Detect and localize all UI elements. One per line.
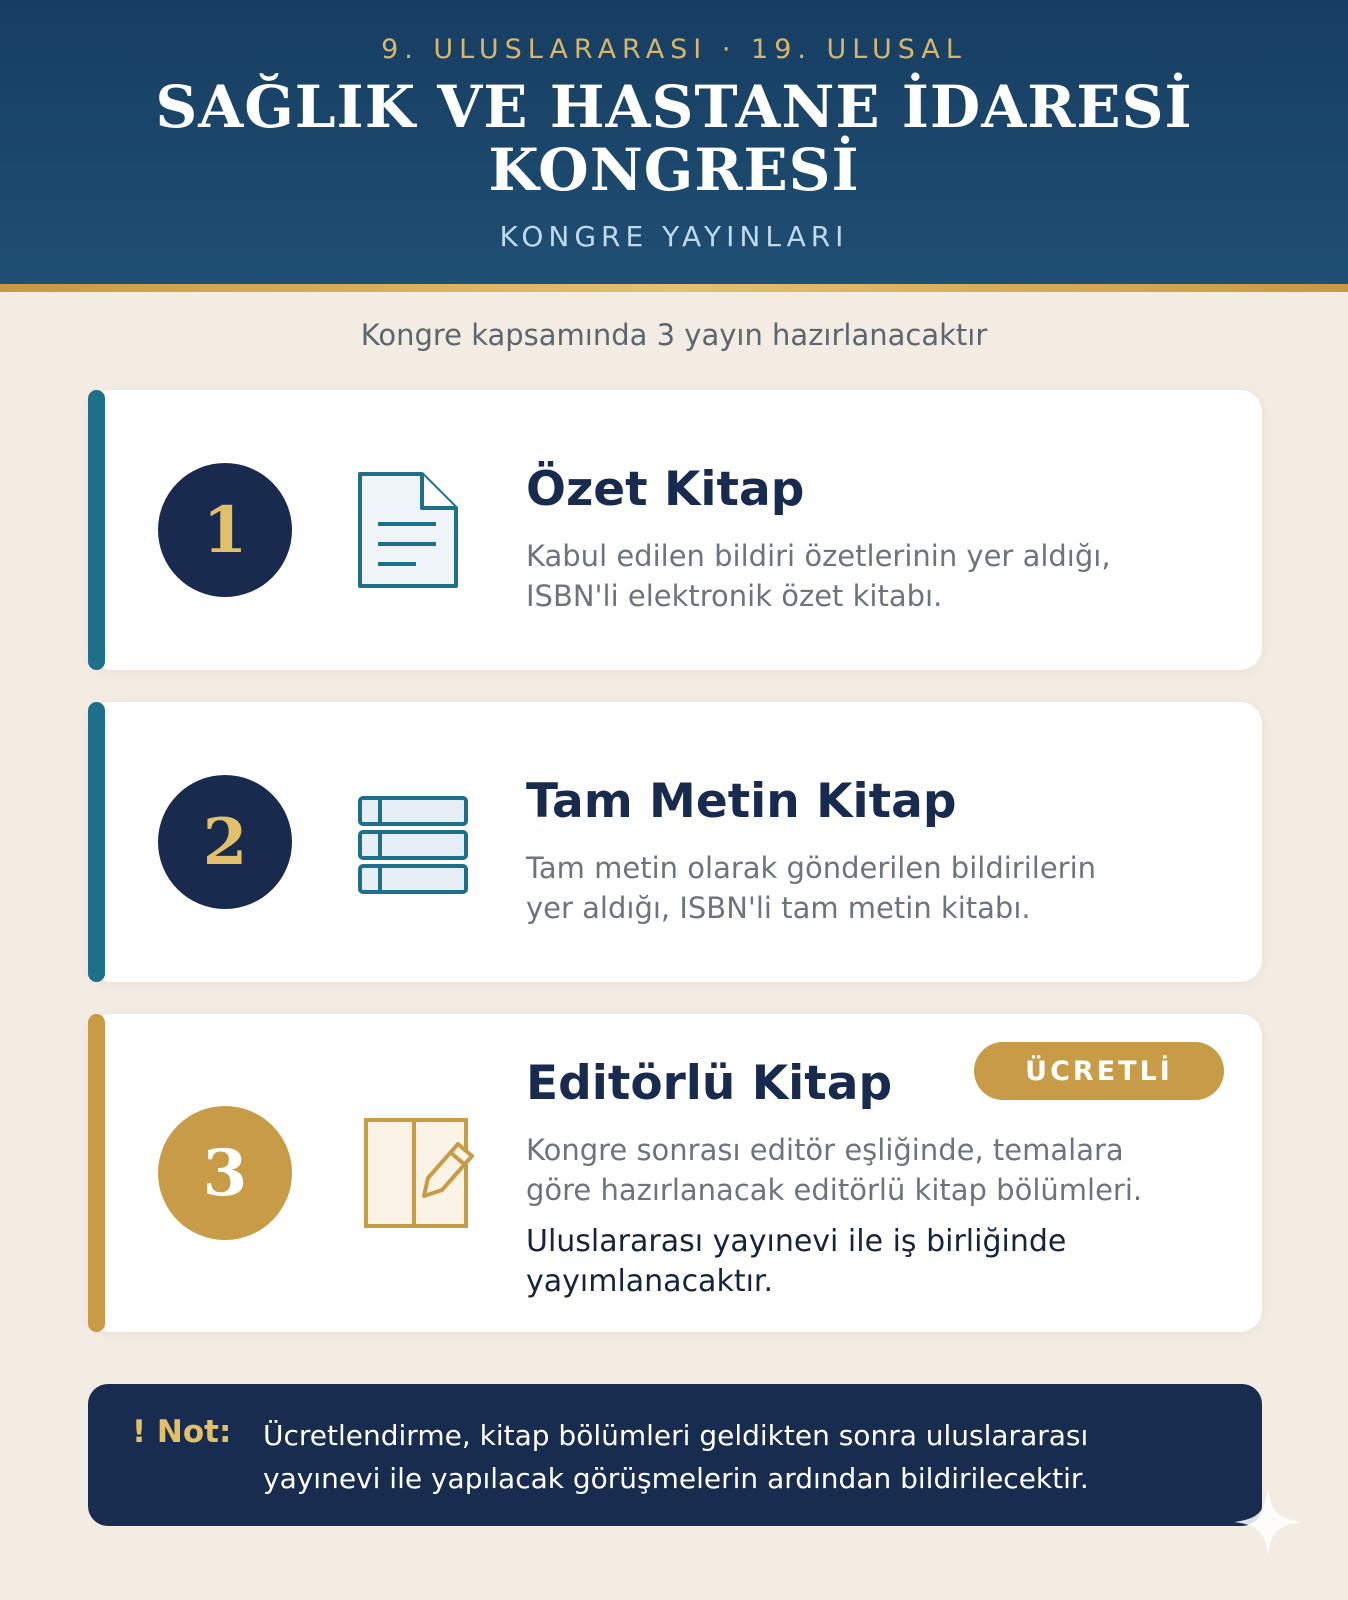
- card-description-line: ISBN'li elektronik özet kitabı.: [526, 579, 943, 613]
- congress-title: [0, 73, 1348, 204]
- sparkle-icon: [1232, 1486, 1304, 1562]
- note-text-line: yayınevi ile yapılacak görüşmelerin ardından bildirilecektir.: [263, 1462, 1089, 1495]
- card-number-badge: 3: [158, 1106, 292, 1240]
- congress-title-line2: KONGRESİ: [488, 136, 860, 204]
- publisher-note-line: yayımlanacaktır.: [526, 1264, 774, 1299]
- publication-card-editorlu-kitap: [88, 1014, 1262, 1332]
- edit-book-icon: [362, 1116, 480, 1236]
- publication-card-ozet-kitap: [88, 390, 1262, 670]
- card-description-line: Kabul edilen bildiri özetlerinin yer aldığı,: [526, 539, 1111, 573]
- congress-title-line1: SAĞLIK VE HASTANE İDARESİ: [155, 73, 1193, 141]
- card-description-line: Kongre sonrası editör eşliğinde, temalara: [526, 1133, 1124, 1167]
- header-banner: [0, 0, 1348, 284]
- card-title: Editörlü Kitap: [526, 1056, 893, 1111]
- note-text-line: Ücretlendirme, kitap bölümleri geldikten sonra uluslararası: [263, 1419, 1089, 1452]
- card-accent-bar: [88, 1014, 105, 1332]
- card-description: [526, 536, 1226, 616]
- header-divider: [0, 284, 1348, 292]
- card-description-line: Tam metin olarak gönderilen bildirilerin: [526, 851, 1097, 885]
- publisher-note: [526, 1222, 1226, 1302]
- note-text: [263, 1414, 1223, 1500]
- card-description: [526, 1130, 1246, 1210]
- card-accent-bar: [88, 390, 105, 670]
- card-title: Tam Metin Kitap: [526, 774, 957, 829]
- book-stack-icon: [356, 794, 470, 902]
- note-label: ! Not:: [132, 1414, 232, 1450]
- card-description: [526, 848, 1226, 928]
- header-subtitle: KONGRE YAYINLARI: [499, 220, 849, 253]
- congress-edition: 9. ULUSLARARASI · 19. ULUSAL: [381, 34, 967, 65]
- intro-text: Kongre kapsamında 3 yayın hazırlanacaktır: [360, 318, 988, 352]
- card-number-badge: 1: [158, 463, 292, 597]
- paid-badge: ÜCRETLİ: [974, 1042, 1224, 1100]
- card-accent-bar: [88, 702, 105, 982]
- card-description-line: yer aldığı, ISBN'li tam metin kitabı.: [526, 891, 1031, 925]
- card-description-line: göre hazırlanacak editörlü kitap bölümleri.: [526, 1173, 1143, 1207]
- pricing-note-box: [88, 1384, 1262, 1526]
- card-number-badge: 2: [158, 775, 292, 909]
- publication-card-tam-metin-kitap: [88, 702, 1262, 982]
- card-title: Özet Kitap: [526, 462, 805, 517]
- publisher-note-line: Uluslararası yayınevi ile iş birliğinde: [526, 1224, 1067, 1259]
- document-icon: [356, 470, 460, 594]
